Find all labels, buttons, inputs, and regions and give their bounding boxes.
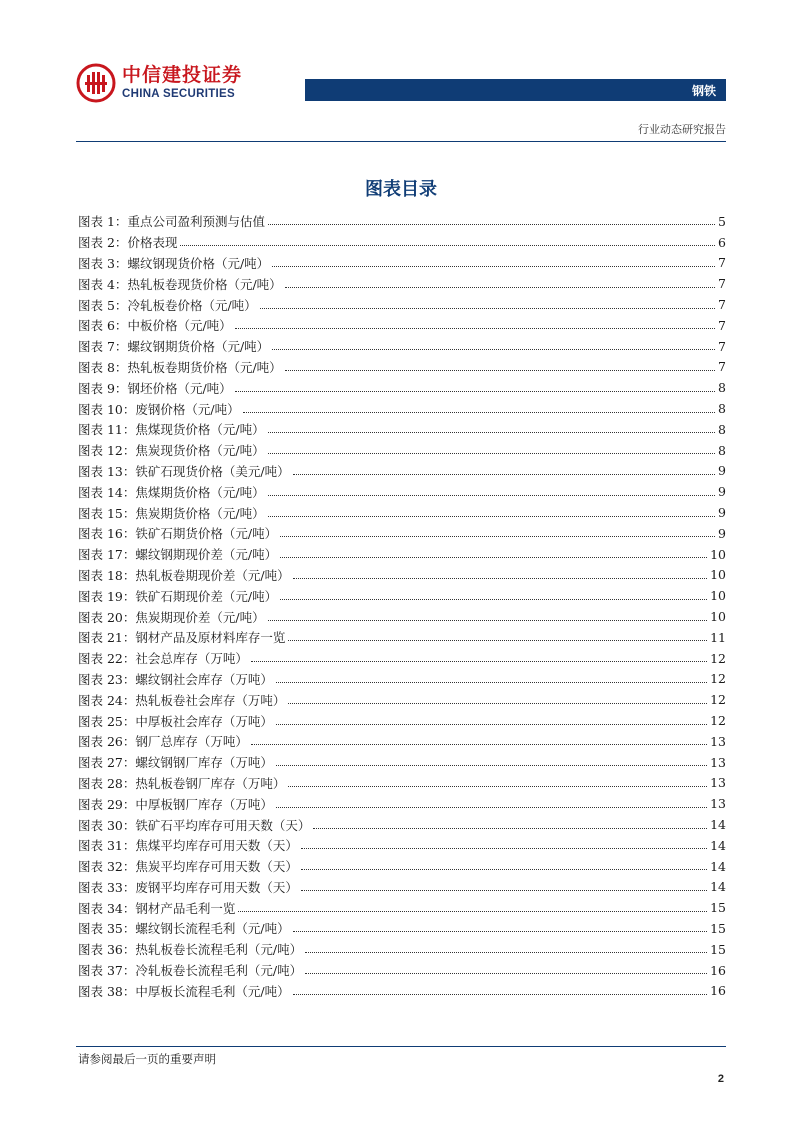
toc-entry-leader — [285, 286, 715, 288]
toc-entry[interactable] — [78, 273, 726, 294]
toc-entry-page: 10 — [710, 546, 726, 562]
toc-entry-text: 铁矿石平均库存可用天数（天） — [135, 817, 311, 833]
toc-entry-leader — [305, 972, 707, 974]
toc-entry-page: 10 — [710, 609, 726, 625]
toc-entry-page: 7 — [718, 338, 726, 354]
toc-entry-page: 16 — [710, 983, 726, 999]
page-number: 2 — [717, 1073, 724, 1085]
report-type: 行业动态研究报告 — [638, 123, 726, 136]
toc-entry-leader — [268, 515, 715, 517]
toc-entry[interactable] — [78, 835, 726, 856]
toc-entry-text: 焦煤期货价格（元/吨） — [135, 484, 265, 500]
toc-entry-page: 14 — [710, 837, 726, 853]
toc-entry-leader — [288, 702, 707, 704]
toc-entry-text: 铁矿石期货价格（元/吨） — [135, 526, 278, 542]
toc-title: 图表目录 — [365, 179, 437, 200]
toc-entry-leader — [305, 951, 707, 953]
toc-entry-text: 钢材产品及原材料库存一览 — [135, 630, 286, 646]
toc-entry-text: 螺纹钢长流程毛利（元/吨） — [135, 921, 290, 937]
toc-entry[interactable] — [78, 814, 726, 835]
toc-entry[interactable] — [78, 357, 726, 378]
toc-entry-label: 图表 9： — [78, 380, 128, 396]
toc-entry-leader — [268, 431, 715, 433]
toc-entry-leader — [238, 910, 707, 912]
toc-entry-label: 图表 2： — [78, 235, 128, 251]
toc-entry-text: 冷轧板卷长流程毛利（元/吨） — [135, 963, 303, 979]
toc-entry-page: 15 — [710, 900, 726, 916]
toc-entry[interactable] — [78, 294, 726, 315]
toc-entry-text: 螺纹钢社会库存（万吨） — [135, 671, 273, 687]
toc-entry-text: 焦炭期货价格（元/吨） — [135, 505, 265, 521]
toc-entry-leader — [285, 369, 715, 371]
toc-entry-leader — [301, 868, 707, 870]
toc-entry-leader — [251, 743, 707, 745]
toc-entry-page: 6 — [718, 234, 726, 250]
toc-entry-leader — [268, 494, 715, 496]
toc-entry-text: 中厚板社会库存（万吨） — [135, 713, 273, 729]
toc-entry[interactable] — [78, 752, 726, 773]
toc-entry-label: 图表 28： — [78, 775, 136, 791]
toc-entry[interactable] — [78, 960, 726, 981]
toc-entry-label: 图表 8： — [78, 359, 128, 375]
toc-entry-page: 9 — [718, 505, 726, 521]
toc-entry-page: 15 — [710, 941, 726, 957]
toc-entry-label: 图表 25： — [78, 713, 136, 729]
toc-entry-page: 8 — [718, 380, 726, 396]
toc-entry[interactable] — [78, 980, 726, 1001]
toc-entry-page: 8 — [718, 421, 726, 437]
toc-entry[interactable] — [78, 856, 726, 877]
toc-entry[interactable] — [78, 481, 726, 502]
toc-entry-page: 12 — [710, 713, 726, 729]
toc-entry-text: 螺纹钢期货价格（元/吨） — [127, 339, 270, 355]
toc-entry-page: 13 — [710, 796, 726, 812]
toc-entry-label: 图表 11： — [78, 422, 136, 438]
toc-entry-page: 13 — [710, 775, 726, 791]
toc-entry[interactable] — [78, 440, 726, 461]
toc-entry-label: 图表 37： — [78, 963, 136, 979]
toc-entry-label: 图表 30： — [78, 817, 136, 833]
toc-entry-text: 热轧板卷现货价格（元/吨） — [127, 276, 282, 292]
toc-entry[interactable] — [78, 627, 726, 648]
toc-entry-text: 废钢平均库存可用天数（天） — [135, 879, 298, 895]
toc-entry-text: 热轧板卷钢厂库存（万吨） — [135, 775, 286, 791]
toc-entry-page: 13 — [710, 754, 726, 770]
toc-entry-page: 8 — [718, 442, 726, 458]
toc-entry-leader — [272, 348, 715, 350]
toc-entry-page: 10 — [710, 588, 726, 604]
toc-entry-leader — [280, 556, 707, 558]
toc-entry-label: 图表 21： — [78, 630, 136, 646]
toc-entry-label: 图表 5： — [78, 297, 128, 313]
toc-entry-leader — [288, 639, 707, 641]
toc-entry-text: 热轧板卷社会库存（万吨） — [135, 692, 286, 708]
toc-entry-label: 图表 18： — [78, 567, 136, 583]
toc-entry-text: 中厚板钢厂库存（万吨） — [135, 796, 273, 812]
toc-entry-leader — [280, 598, 707, 600]
toc-entry-label: 图表 15： — [78, 505, 136, 521]
toc-entry-page: 12 — [710, 692, 726, 708]
toc-entry-label: 图表 20： — [78, 609, 136, 625]
sector-bar — [305, 79, 726, 101]
toc-entry-leader — [293, 577, 707, 579]
toc-entry-text: 钢厂总库存（万吨） — [135, 734, 248, 750]
toc-entry-text: 中厚板长流程毛利（元/吨） — [135, 983, 290, 999]
toc-entry-label: 图表 32： — [78, 859, 136, 875]
toc-entry-label: 图表 27： — [78, 755, 136, 771]
toc-entry-page: 5 — [718, 213, 726, 229]
toc-entry-text: 废钢价格（元/吨） — [135, 401, 240, 417]
toc-entry[interactable] — [78, 523, 726, 544]
toc-entry-text: 焦煤现货价格（元/吨） — [135, 422, 265, 438]
toc-entry[interactable] — [78, 918, 726, 939]
toc-entry-page: 14 — [710, 879, 726, 895]
toc-entry-page: 15 — [710, 920, 726, 936]
toc-entry-text: 钢坯价格（元/吨） — [127, 380, 232, 396]
toc-entry-page: 12 — [710, 650, 726, 666]
toc-entry-label: 图表 22： — [78, 651, 136, 667]
toc-entry-page: 14 — [710, 858, 726, 874]
toc-entry-leader — [293, 993, 707, 995]
toc-entry-label: 图表 31： — [78, 838, 136, 854]
toc-entry[interactable] — [78, 461, 726, 482]
toc-entry-text: 冷轧板卷价格（元/吨） — [127, 297, 257, 313]
toc-entry-text: 螺纹钢现货价格（元/吨） — [127, 255, 270, 271]
toc-entry-label: 图表 35： — [78, 921, 136, 937]
toc-entry-label: 图表 36： — [78, 942, 136, 958]
company-name-en: CHINA SECURITIES — [122, 87, 235, 100]
toc-entry-label: 图表 4： — [78, 276, 128, 292]
company-logo — [76, 61, 316, 105]
toc-entry-label: 图表 23： — [78, 671, 136, 687]
toc-entry-page: 7 — [718, 317, 726, 333]
toc-entry-page: 9 — [718, 463, 726, 479]
toc-entry-leader — [243, 411, 715, 413]
toc-entry-leader — [235, 327, 715, 329]
toc-entry-leader — [293, 930, 707, 932]
toc-entry-leader — [272, 265, 715, 267]
toc-entry-page: 7 — [718, 359, 726, 375]
toc-entry-page: 12 — [710, 671, 726, 687]
sector-label: 钢铁 — [691, 83, 716, 98]
toc-entry-label: 图表 6： — [78, 318, 128, 334]
toc-entry[interactable] — [78, 731, 726, 752]
toc-entry-leader — [301, 889, 707, 891]
toc-entry-leader — [288, 785, 707, 787]
toc-entry-text: 焦炭现货价格（元/吨） — [135, 443, 265, 459]
toc-entry-text: 热轧板卷期现价差（元/吨） — [135, 567, 290, 583]
toc-entry[interactable] — [78, 211, 726, 232]
toc-entry-label: 图表 16： — [78, 526, 136, 542]
toc-entry[interactable] — [78, 232, 726, 253]
toc-entry-text: 焦炭平均库存可用天数（天） — [135, 859, 298, 875]
toc-entry-leader — [276, 806, 707, 808]
toc-entry-label: 图表 1： — [78, 214, 128, 230]
toc-entry-text: 价格表现 — [127, 235, 178, 251]
toc-entry-leader — [276, 764, 707, 766]
toc-entry[interactable] — [78, 606, 726, 627]
toc-entry-leader — [280, 535, 715, 537]
toc-entry-label: 图表 33： — [78, 879, 136, 895]
toc-entry-text: 热轧板卷期货价格（元/吨） — [127, 359, 282, 375]
toc-entry[interactable] — [78, 877, 726, 898]
toc-entry-leader — [260, 307, 715, 309]
toc-entry-leader — [251, 660, 707, 662]
header-divider — [76, 141, 726, 142]
toc-entry[interactable] — [78, 939, 726, 960]
toc-entry-page: 10 — [710, 567, 726, 583]
toc-entry[interactable] — [78, 398, 726, 419]
toc-entry[interactable] — [78, 336, 726, 357]
toc-entry-leader — [276, 723, 707, 725]
toc-list — [78, 211, 726, 1001]
toc-entry-leader — [268, 223, 715, 225]
toc-entry-label: 图表 12： — [78, 443, 136, 459]
footer-divider — [76, 1046, 726, 1047]
toc-entry[interactable] — [78, 793, 726, 814]
toc-entry[interactable] — [78, 502, 726, 523]
toc-entry-text: 钢材产品毛利一览 — [135, 900, 236, 916]
toc-entry-label: 图表 38： — [78, 983, 136, 999]
toc-entry-leader — [180, 244, 715, 246]
toc-entry-text: 重点公司盈利预测与估值 — [127, 214, 265, 230]
toc-entry[interactable] — [78, 897, 726, 918]
toc-entry-page: 11 — [710, 629, 726, 645]
toc-entry-label: 图表 26： — [78, 734, 136, 750]
toc-entry[interactable] — [78, 377, 726, 398]
toc-entry-leader — [268, 452, 715, 454]
toc-entry-text: 焦炭期现价差（元/吨） — [135, 609, 265, 625]
toc-entry[interactable] — [78, 544, 726, 565]
toc-entry-page: 9 — [718, 484, 726, 500]
toc-entry[interactable] — [78, 419, 726, 440]
toc-entry-label: 图表 13： — [78, 463, 136, 479]
toc-entry[interactable] — [78, 648, 726, 669]
toc-entry-label: 图表 3： — [78, 255, 128, 271]
toc-entry-text: 螺纹钢钢厂库存（万吨） — [135, 755, 273, 771]
toc-entry-page: 7 — [718, 255, 726, 271]
toc-entry-label: 图表 17： — [78, 547, 136, 563]
toc-entry-leader — [268, 619, 707, 621]
toc-entry-page: 7 — [718, 276, 726, 292]
toc-entry-leader — [293, 473, 715, 475]
toc-entry-label: 图表 14： — [78, 484, 136, 500]
toc-entry[interactable] — [78, 315, 726, 336]
toc-entry[interactable] — [78, 710, 726, 731]
toc-entry-label: 图表 24： — [78, 692, 136, 708]
company-name-cn: 中信建投证券 — [122, 63, 243, 86]
toc-entry-text: 铁矿石现货价格（美元/吨） — [135, 463, 290, 479]
toc-entry-page: 13 — [710, 733, 726, 749]
toc-entry-leader — [301, 847, 707, 849]
toc-entry-text: 螺纹钢期现价差（元/吨） — [135, 547, 278, 563]
toc-entry-text: 铁矿石期现价差（元/吨） — [135, 588, 278, 604]
toc-entry-leader — [313, 827, 707, 829]
footer-disclaimer: 请参阅最后一页的重要声明 — [78, 1052, 216, 1066]
toc-entry-label: 图表 7： — [78, 339, 128, 355]
toc-entry-text: 热轧板卷长流程毛利（元/吨） — [135, 942, 303, 958]
toc-entry[interactable] — [78, 585, 726, 606]
toc-entry[interactable] — [78, 565, 726, 586]
china-securities-logo-icon — [76, 63, 116, 103]
toc-entry-label: 图表 10： — [78, 401, 136, 417]
toc-entry-page: 16 — [710, 962, 726, 978]
toc-entry-page: 7 — [718, 297, 726, 313]
toc-entry[interactable] — [78, 253, 726, 274]
toc-entry-text: 中板价格（元/吨） — [127, 318, 232, 334]
toc-entry-label: 图表 19： — [78, 588, 136, 604]
toc-entry-leader — [235, 390, 715, 392]
toc-entry-label: 图表 29： — [78, 796, 136, 812]
toc-entry-text: 社会总库存（万吨） — [135, 651, 248, 667]
toc-entry[interactable] — [78, 773, 726, 794]
toc-entry-page: 9 — [718, 525, 726, 541]
toc-entry-text: 焦煤平均库存可用天数（天） — [135, 838, 298, 854]
toc-entry-page: 14 — [710, 817, 726, 832]
toc-entry-label: 图表 34： — [78, 900, 136, 916]
toc-entry-leader — [276, 681, 707, 683]
toc-entry-page: 8 — [718, 401, 726, 417]
toc-entry[interactable] — [78, 689, 726, 710]
toc-entry[interactable] — [78, 669, 726, 690]
